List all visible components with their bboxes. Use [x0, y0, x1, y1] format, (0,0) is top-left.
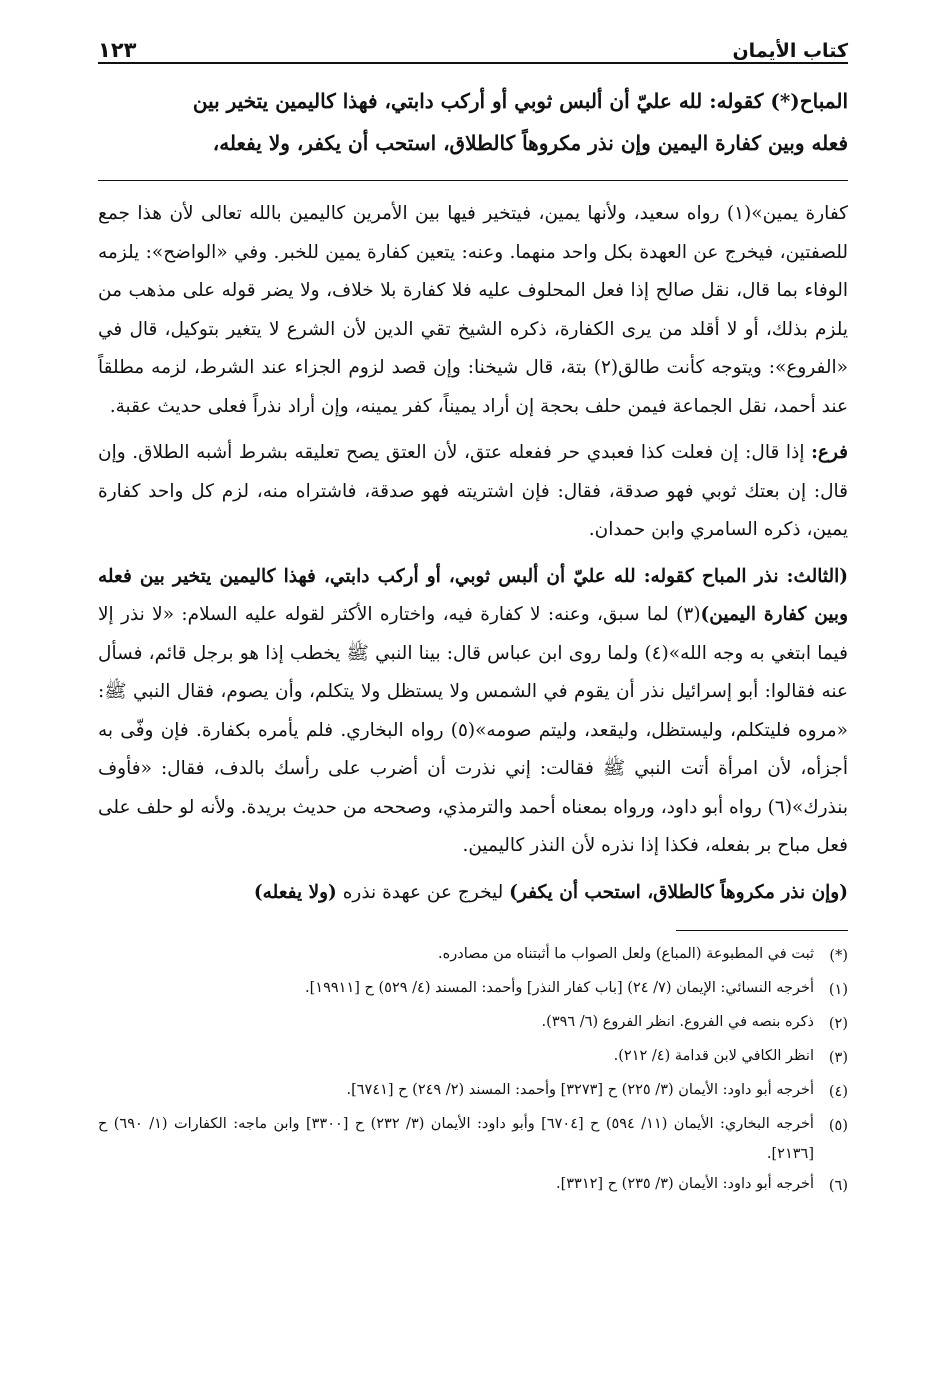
commentary-text	[98, 195, 848, 912]
footnote-number: (١)	[828, 982, 848, 998]
footnote-text: أخرجه النسائي: الإيمان (٧/ ٢٤) [باب كفار النذر] وأحمد: المسند (٤/ ٥٢٩) ح [١٩٩١١].	[305, 980, 814, 996]
footnote-number: (٢)	[828, 1016, 848, 1032]
commentary-paragraph	[98, 195, 848, 426]
running-header	[98, 22, 848, 64]
commentary-p1: كفارة يمين»(١) رواه سعيد، ولأنها يمين، فيتخير فيها بين الأمرين كاليمين بالله تعالى لأن هذا جمع للصفتين، فيخرج عن العهدة بكل واحد منهما. وعنه: يتعين كفارة يمين للخبر. وفي «الواضح»: يلزمه الوفاء بما قال، نقل صالح إذا فعل المحلوف عليه فلا كفارة بلا خلاف، ولا يضر قوله على مذهب من يلزم بذلك، أو لا أقلد من يرى الكفارة، ذكره الشيخ تقي الدين لأن الشرع لا يتغير بتوكيل، قال في «الفروع»: ويتوجه كأنت طالق(٢) بتة، قال شيخنا: وإن قصد لزوم الجزاء عند الشرط، لزمه مطلقاً عند أحمد، نقل الجماعة فيمن حلف بحجة إن أراد يميناً، كفر يمينه، وإن أراد نذراً فعلى حديث عقبة.	[98, 203, 848, 417]
commentary-paragraph	[98, 434, 848, 550]
commentary-paragraph	[98, 874, 848, 913]
footnote-text: ثبت في المطبوعة (المباع) ولعل الصواب ما أثبتناه من مصادره.	[438, 946, 814, 962]
footnote-text: أخرجه أبو داود: الأيمان (٣/ ٢٢٥) ح [٣٢٧٣] وأحمد: المسند (٢/ ٢٤٩) ح [٦٧٤١].	[346, 1082, 814, 1098]
commentary-p3: (٣) لما سبق، وعنه: لا كفارة فيه، واختاره الأكثر لقوله عليه السلام: «لا نذر إلا فيما ابتغي به وجه الله»(٤) ولما روى ابن عباس قال: بينا النبي ﷺ يخطب إذا هو برجل قائم، فسأل عنه فقالوا: أبو إسرائيل نذر أن يقوم في الشمس ولا يستظل ولا يتكلم، وأن يصوم، فقال النبي ﷺ: «مروه فليتكلم، وليستظل، وليقعد، وليتم صومه»(٥) رواه البخاري. فلم يأمره بكفارة. فإن وفّى به أجزأه، لأن امرأة أتت النبي ﷺ فقالت: إني نذرت أن أضرب على رأسك بالدف، فقال: «فأوف بنذرك»(٦) رواه أبو داود، ورواه بمعناه أحمد والترمذي، وصححه من حديث بريدة. ولأنه لو حلف على فعل مباح بر بفعله، فكذا إذا نذره لأن النذر كاليمين.	[98, 604, 848, 856]
footnote-number: (٣)	[828, 1050, 848, 1066]
quoted-matn: (ولا يفعله)	[253, 881, 337, 903]
footnote-number: (٦)	[828, 1178, 848, 1194]
quoted-matn: (وإن نذر مكروهاً كالطلاق، استحب أن يكفر)	[509, 881, 848, 903]
footnote-text: أخرجه البخاري: الأيمان (١١/ ٥٩٤) ح [٦٧٠٤] وأبو داود: الأيمان (٣/ ٢٣٢) ح [٣٣٠٠] وابن ماجه: الكفارات (١/ ٦٩٠) ح [٢١٣٦].	[98, 1116, 814, 1162]
footnote	[98, 973, 848, 1007]
book-title: كتاب الأيمان	[732, 40, 848, 62]
footnote-number: (٤)	[828, 1084, 848, 1100]
footnotes	[98, 939, 848, 1203]
commentary-p2: إذا قال: إن فعلت كذا فعبدي حر ففعله عتق، لأن العتق يصح تعليقه بشرط أشبه الطلاق. وإن قال: إن بعتك ثوبي فهو صدقة، فقال: فإن اشتريته فهو صدقة، فاشتراه منه، لزم كل واحد كفارة يمين، ذكره السامري وابن حمدان.	[98, 442, 848, 540]
footnote-number: (٥)	[828, 1118, 848, 1134]
commentary-paragraph	[98, 558, 848, 866]
footnote-separator	[676, 930, 848, 931]
footnote	[98, 1169, 848, 1203]
footnote	[98, 1007, 848, 1041]
footnote-number: (*)	[829, 948, 848, 964]
book-page	[98, 22, 848, 1203]
branch-label: فرع:	[811, 442, 848, 463]
footnote	[98, 1041, 848, 1075]
footnote	[98, 1109, 848, 1169]
matn-text	[98, 80, 848, 164]
quoted-matn: (الثالث: نذر المباح كقوله: لله عليّ أن ألبس ثوبي، أو أركب دابتي، فهذا كاليمين يتخير بين فعله وبين كفارة اليمين)	[98, 565, 849, 625]
matn-line: المباح(*) كقوله: لله عليّ أن ألبس ثوبي أو أركب دابتي، فهذا كاليمين يتخير بين	[192, 89, 848, 113]
footnote	[98, 939, 848, 973]
matn-line: فعله وبين كفارة اليمين وإن نذر مكروهاً كالطلاق، استحب أن يكفر، ولا يفعله،	[212, 131, 848, 155]
page-number: ١٢٣	[98, 38, 137, 62]
footnote-text: انظر الكافي لابن قدامة (٤/ ٢١٢).	[613, 1048, 814, 1064]
footnote-text: ذكره بنصه في الفروع. انظر الفروع (٦/ ٣٩٦).	[541, 1014, 814, 1030]
footnote-text: أخرجه أبو داود: الأيمان (٣/ ٢٣٥) ح [٣٣١٢].	[555, 1176, 814, 1192]
commentary-p4: ليخرج عن عهدة نذره	[336, 881, 510, 903]
matn-separator	[98, 180, 848, 181]
footnote	[98, 1075, 848, 1109]
